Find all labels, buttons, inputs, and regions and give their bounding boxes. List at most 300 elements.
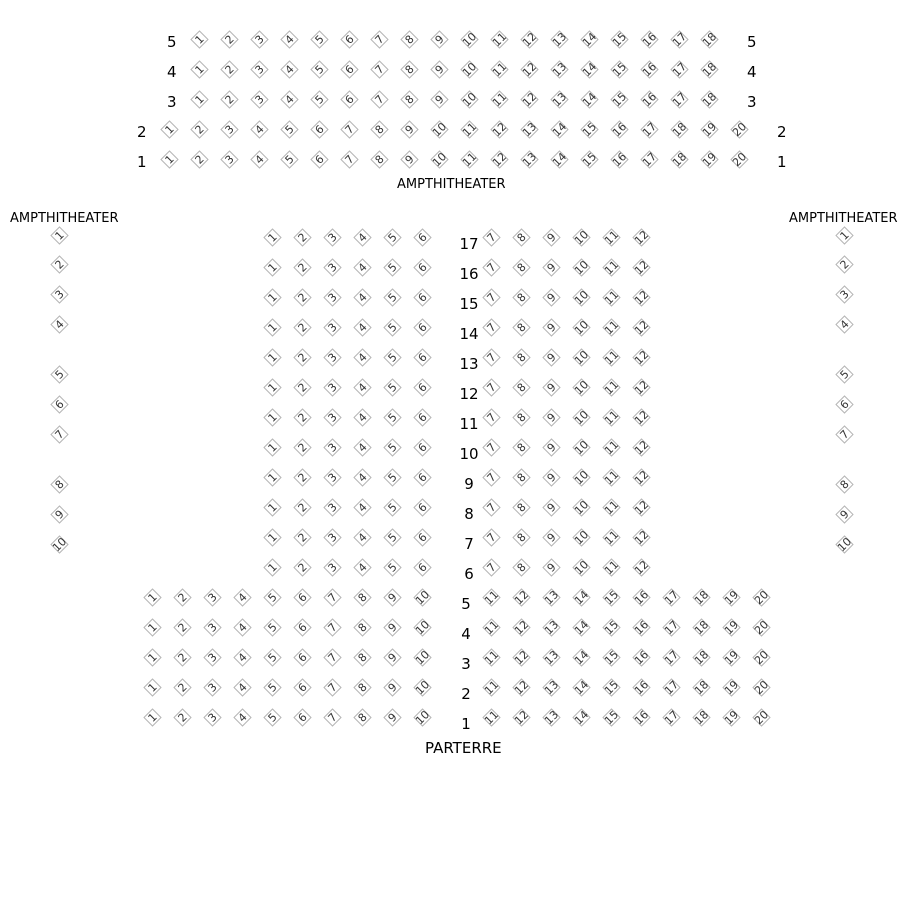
seat[interactable] xyxy=(722,618,742,638)
seat[interactable] xyxy=(752,618,772,638)
seat[interactable] xyxy=(190,120,210,140)
seat[interactable] xyxy=(250,150,270,170)
seat[interactable] xyxy=(602,378,622,398)
seat[interactable] xyxy=(602,588,622,608)
seat[interactable] xyxy=(512,378,532,398)
seat[interactable] xyxy=(263,678,283,698)
seat[interactable] xyxy=(220,30,240,50)
seat[interactable] xyxy=(520,30,540,50)
seat[interactable] xyxy=(263,438,283,458)
seat[interactable] xyxy=(280,90,300,110)
seat[interactable] xyxy=(610,30,630,50)
seat[interactable] xyxy=(512,288,532,308)
seat[interactable] xyxy=(542,528,562,548)
seat[interactable] xyxy=(220,60,240,80)
seat[interactable] xyxy=(353,618,373,638)
seat[interactable] xyxy=(835,395,855,415)
seat[interactable] xyxy=(602,468,622,488)
seat[interactable] xyxy=(602,228,622,248)
seat[interactable] xyxy=(173,708,193,728)
seat[interactable] xyxy=(700,120,720,140)
seat[interactable] xyxy=(370,60,390,80)
seat[interactable] xyxy=(482,528,502,548)
seat[interactable] xyxy=(542,498,562,518)
seat[interactable] xyxy=(730,120,750,140)
seat[interactable] xyxy=(293,678,313,698)
seat[interactable] xyxy=(400,120,420,140)
seat[interactable] xyxy=(632,468,652,488)
seat[interactable] xyxy=(353,228,373,248)
seat[interactable] xyxy=(220,120,240,140)
seat[interactable] xyxy=(602,288,622,308)
seat[interactable] xyxy=(413,468,433,488)
seat[interactable] xyxy=(572,678,592,698)
seat[interactable] xyxy=(383,498,403,518)
seat[interactable] xyxy=(572,318,592,338)
seat[interactable] xyxy=(512,258,532,278)
seat[interactable] xyxy=(413,318,433,338)
seat[interactable] xyxy=(143,648,163,668)
seat[interactable] xyxy=(692,678,712,698)
seat[interactable] xyxy=(400,60,420,80)
seat[interactable] xyxy=(640,120,660,140)
seat[interactable] xyxy=(430,120,450,140)
seat[interactable] xyxy=(340,60,360,80)
seat[interactable] xyxy=(50,255,70,275)
seat[interactable] xyxy=(662,708,682,728)
seat[interactable] xyxy=(413,288,433,308)
seat[interactable] xyxy=(353,318,373,338)
seat[interactable] xyxy=(520,60,540,80)
seat[interactable] xyxy=(752,678,772,698)
seat[interactable] xyxy=(353,408,373,428)
seat[interactable] xyxy=(482,378,502,398)
seat[interactable] xyxy=(700,90,720,110)
seat[interactable] xyxy=(550,120,570,140)
seat[interactable] xyxy=(413,648,433,668)
seat[interactable] xyxy=(203,618,223,638)
seat[interactable] xyxy=(383,468,403,488)
seat[interactable] xyxy=(730,150,750,170)
seat[interactable] xyxy=(602,438,622,458)
seat[interactable] xyxy=(700,60,720,80)
seat[interactable] xyxy=(413,228,433,248)
seat[interactable] xyxy=(512,528,532,548)
seat[interactable] xyxy=(542,468,562,488)
seat[interactable] xyxy=(323,288,343,308)
seat[interactable] xyxy=(203,648,223,668)
seat[interactable] xyxy=(370,90,390,110)
seat[interactable] xyxy=(323,528,343,548)
seat[interactable] xyxy=(520,150,540,170)
seat[interactable] xyxy=(482,708,502,728)
seat[interactable] xyxy=(670,120,690,140)
seat[interactable] xyxy=(353,678,373,698)
seat[interactable] xyxy=(490,120,510,140)
seat[interactable] xyxy=(632,618,652,638)
seat[interactable] xyxy=(460,120,480,140)
seat[interactable] xyxy=(413,528,433,548)
seat[interactable] xyxy=(323,258,343,278)
seat[interactable] xyxy=(512,408,532,428)
seat[interactable] xyxy=(602,678,622,698)
seat[interactable] xyxy=(50,395,70,415)
seat[interactable] xyxy=(280,60,300,80)
seat[interactable] xyxy=(512,438,532,458)
seat[interactable] xyxy=(512,558,532,578)
seat[interactable] xyxy=(340,30,360,50)
seat[interactable] xyxy=(632,378,652,398)
seat[interactable] xyxy=(383,408,403,428)
seat[interactable] xyxy=(50,226,70,246)
seat[interactable] xyxy=(263,648,283,668)
seat[interactable] xyxy=(580,90,600,110)
seat[interactable] xyxy=(263,348,283,368)
seat[interactable] xyxy=(572,258,592,278)
seat[interactable] xyxy=(602,648,622,668)
seat[interactable] xyxy=(520,120,540,140)
seat[interactable] xyxy=(50,535,70,555)
seat[interactable] xyxy=(512,618,532,638)
seat[interactable] xyxy=(233,708,253,728)
seat[interactable] xyxy=(512,348,532,368)
seat[interactable] xyxy=(460,60,480,80)
seat[interactable] xyxy=(310,30,330,50)
seat[interactable] xyxy=(340,150,360,170)
seat[interactable] xyxy=(610,120,630,140)
seat[interactable] xyxy=(263,588,283,608)
seat[interactable] xyxy=(632,438,652,458)
seat[interactable] xyxy=(572,708,592,728)
seat[interactable] xyxy=(835,285,855,305)
seat[interactable] xyxy=(632,528,652,548)
seat[interactable] xyxy=(632,258,652,278)
seat[interactable] xyxy=(602,558,622,578)
seat[interactable] xyxy=(323,348,343,368)
seat[interactable] xyxy=(233,648,253,668)
seat[interactable] xyxy=(250,120,270,140)
seat[interactable] xyxy=(542,438,562,458)
seat[interactable] xyxy=(542,288,562,308)
seat[interactable] xyxy=(572,528,592,548)
seat[interactable] xyxy=(572,228,592,248)
seat[interactable] xyxy=(50,425,70,445)
seat[interactable] xyxy=(413,588,433,608)
seat[interactable] xyxy=(400,150,420,170)
seat[interactable] xyxy=(542,648,562,668)
seat[interactable] xyxy=(173,588,193,608)
seat[interactable] xyxy=(263,498,283,518)
seat[interactable] xyxy=(413,558,433,578)
seat[interactable] xyxy=(512,318,532,338)
seat[interactable] xyxy=(835,425,855,445)
seat[interactable] xyxy=(482,618,502,638)
seat[interactable] xyxy=(310,120,330,140)
seat[interactable] xyxy=(460,150,480,170)
seat[interactable] xyxy=(632,678,652,698)
seat[interactable] xyxy=(353,258,373,278)
seat[interactable] xyxy=(293,708,313,728)
seat[interactable] xyxy=(323,708,343,728)
seat[interactable] xyxy=(482,288,502,308)
seat[interactable] xyxy=(310,90,330,110)
seat[interactable] xyxy=(413,708,433,728)
seat[interactable] xyxy=(263,558,283,578)
seat[interactable] xyxy=(482,648,502,668)
seat[interactable] xyxy=(722,588,742,608)
seat[interactable] xyxy=(542,588,562,608)
seat[interactable] xyxy=(632,558,652,578)
seat[interactable] xyxy=(640,30,660,50)
seat[interactable] xyxy=(542,618,562,638)
seat[interactable] xyxy=(632,288,652,308)
seat[interactable] xyxy=(353,468,373,488)
seat[interactable] xyxy=(632,708,652,728)
seat[interactable] xyxy=(722,678,742,698)
seat[interactable] xyxy=(670,60,690,80)
seat[interactable] xyxy=(722,708,742,728)
seat[interactable] xyxy=(835,505,855,525)
seat[interactable] xyxy=(632,408,652,428)
seat[interactable] xyxy=(190,60,210,80)
seat[interactable] xyxy=(572,558,592,578)
seat[interactable] xyxy=(293,558,313,578)
seat[interactable] xyxy=(50,285,70,305)
seat[interactable] xyxy=(835,226,855,246)
seat[interactable] xyxy=(263,318,283,338)
seat[interactable] xyxy=(662,678,682,698)
seat[interactable] xyxy=(542,318,562,338)
seat[interactable] xyxy=(353,528,373,548)
seat[interactable] xyxy=(512,678,532,698)
seat[interactable] xyxy=(190,30,210,50)
seat[interactable] xyxy=(263,708,283,728)
seat[interactable] xyxy=(413,378,433,398)
seat[interactable] xyxy=(293,438,313,458)
seat[interactable] xyxy=(512,588,532,608)
seat[interactable] xyxy=(542,378,562,398)
seat[interactable] xyxy=(323,318,343,338)
seat[interactable] xyxy=(542,228,562,248)
seat[interactable] xyxy=(430,150,450,170)
seat[interactable] xyxy=(353,558,373,578)
seat[interactable] xyxy=(353,498,373,518)
seat[interactable] xyxy=(482,678,502,698)
seat[interactable] xyxy=(640,90,660,110)
seat[interactable] xyxy=(430,30,450,50)
seat[interactable] xyxy=(370,150,390,170)
seat[interactable] xyxy=(602,618,622,638)
seat[interactable] xyxy=(610,90,630,110)
seat[interactable] xyxy=(173,648,193,668)
seat[interactable] xyxy=(572,438,592,458)
seat[interactable] xyxy=(692,588,712,608)
seat[interactable] xyxy=(482,408,502,428)
seat[interactable] xyxy=(280,30,300,50)
seat[interactable] xyxy=(160,150,180,170)
seat[interactable] xyxy=(293,498,313,518)
seat[interactable] xyxy=(263,378,283,398)
seat[interactable] xyxy=(602,348,622,368)
seat[interactable] xyxy=(353,378,373,398)
seat[interactable] xyxy=(835,255,855,275)
seat[interactable] xyxy=(610,60,630,80)
seat[interactable] xyxy=(662,618,682,638)
seat[interactable] xyxy=(203,708,223,728)
seat[interactable] xyxy=(700,30,720,50)
seat[interactable] xyxy=(233,588,253,608)
seat[interactable] xyxy=(383,288,403,308)
seat[interactable] xyxy=(263,618,283,638)
seat[interactable] xyxy=(580,60,600,80)
seat[interactable] xyxy=(383,378,403,398)
seat[interactable] xyxy=(572,348,592,368)
seat[interactable] xyxy=(323,558,343,578)
seat[interactable] xyxy=(143,618,163,638)
seat[interactable] xyxy=(50,505,70,525)
seat[interactable] xyxy=(482,348,502,368)
seat[interactable] xyxy=(722,648,742,668)
seat[interactable] xyxy=(512,228,532,248)
seat[interactable] xyxy=(310,60,330,80)
seat[interactable] xyxy=(413,258,433,278)
seat[interactable] xyxy=(293,408,313,428)
seat[interactable] xyxy=(670,30,690,50)
seat[interactable] xyxy=(323,648,343,668)
seat[interactable] xyxy=(692,708,712,728)
seat[interactable] xyxy=(353,648,373,668)
seat[interactable] xyxy=(542,678,562,698)
seat[interactable] xyxy=(203,678,223,698)
seat[interactable] xyxy=(383,618,403,638)
seat[interactable] xyxy=(482,588,502,608)
seat[interactable] xyxy=(482,258,502,278)
seat[interactable] xyxy=(370,30,390,50)
seat[interactable] xyxy=(323,498,343,518)
seat[interactable] xyxy=(293,468,313,488)
seat[interactable] xyxy=(520,90,540,110)
seat[interactable] xyxy=(50,475,70,495)
seat[interactable] xyxy=(580,30,600,50)
seat[interactable] xyxy=(383,438,403,458)
seat[interactable] xyxy=(280,150,300,170)
seat[interactable] xyxy=(835,535,855,555)
seat[interactable] xyxy=(835,315,855,335)
seat[interactable] xyxy=(700,150,720,170)
seat[interactable] xyxy=(482,498,502,518)
seat[interactable] xyxy=(323,588,343,608)
seat[interactable] xyxy=(323,618,343,638)
seat[interactable] xyxy=(173,678,193,698)
seat[interactable] xyxy=(602,408,622,428)
seat[interactable] xyxy=(323,468,343,488)
seat[interactable] xyxy=(413,498,433,518)
seat[interactable] xyxy=(490,30,510,50)
seat[interactable] xyxy=(250,30,270,50)
seat[interactable] xyxy=(835,475,855,495)
seat[interactable] xyxy=(383,678,403,698)
seat[interactable] xyxy=(383,228,403,248)
seat[interactable] xyxy=(250,60,270,80)
seat[interactable] xyxy=(602,318,622,338)
seat[interactable] xyxy=(383,258,403,278)
seat[interactable] xyxy=(482,468,502,488)
seat[interactable] xyxy=(572,498,592,518)
seat[interactable] xyxy=(263,408,283,428)
seat[interactable] xyxy=(293,378,313,398)
seat[interactable] xyxy=(143,708,163,728)
seat[interactable] xyxy=(50,365,70,385)
seat[interactable] xyxy=(263,228,283,248)
seat[interactable] xyxy=(340,120,360,140)
seat[interactable] xyxy=(670,90,690,110)
seat[interactable] xyxy=(692,618,712,638)
seat[interactable] xyxy=(550,30,570,50)
seat[interactable] xyxy=(383,708,403,728)
seat[interactable] xyxy=(250,90,270,110)
seat[interactable] xyxy=(293,588,313,608)
seat[interactable] xyxy=(143,588,163,608)
seat[interactable] xyxy=(580,120,600,140)
seat[interactable] xyxy=(310,150,330,170)
seat[interactable] xyxy=(572,618,592,638)
seat[interactable] xyxy=(280,120,300,140)
seat[interactable] xyxy=(662,648,682,668)
seat[interactable] xyxy=(370,120,390,140)
seat[interactable] xyxy=(413,348,433,368)
seat[interactable] xyxy=(323,378,343,398)
seat[interactable] xyxy=(400,30,420,50)
seat[interactable] xyxy=(430,90,450,110)
seat[interactable] xyxy=(383,648,403,668)
seat[interactable] xyxy=(490,90,510,110)
seat[interactable] xyxy=(835,365,855,385)
seat[interactable] xyxy=(542,258,562,278)
seat[interactable] xyxy=(383,588,403,608)
seat[interactable] xyxy=(490,60,510,80)
seat[interactable] xyxy=(323,228,343,248)
seat[interactable] xyxy=(293,528,313,548)
seat[interactable] xyxy=(460,90,480,110)
seat[interactable] xyxy=(752,708,772,728)
seat[interactable] xyxy=(640,60,660,80)
seat[interactable] xyxy=(353,438,373,458)
seat[interactable] xyxy=(400,90,420,110)
seat[interactable] xyxy=(632,588,652,608)
seat[interactable] xyxy=(512,708,532,728)
seat[interactable] xyxy=(263,528,283,548)
seat[interactable] xyxy=(572,588,592,608)
seat[interactable] xyxy=(572,408,592,428)
seat[interactable] xyxy=(610,150,630,170)
seat[interactable] xyxy=(512,648,532,668)
seat[interactable] xyxy=(353,588,373,608)
seat[interactable] xyxy=(632,348,652,368)
seat[interactable] xyxy=(572,288,592,308)
seat[interactable] xyxy=(413,618,433,638)
seat[interactable] xyxy=(293,258,313,278)
seat[interactable] xyxy=(512,498,532,518)
seat[interactable] xyxy=(482,228,502,248)
seat[interactable] xyxy=(160,120,180,140)
seat[interactable] xyxy=(632,498,652,518)
seat[interactable] xyxy=(550,150,570,170)
seat[interactable] xyxy=(143,678,163,698)
seat[interactable] xyxy=(263,288,283,308)
seat[interactable] xyxy=(580,150,600,170)
seat[interactable] xyxy=(203,588,223,608)
seat[interactable] xyxy=(640,150,660,170)
